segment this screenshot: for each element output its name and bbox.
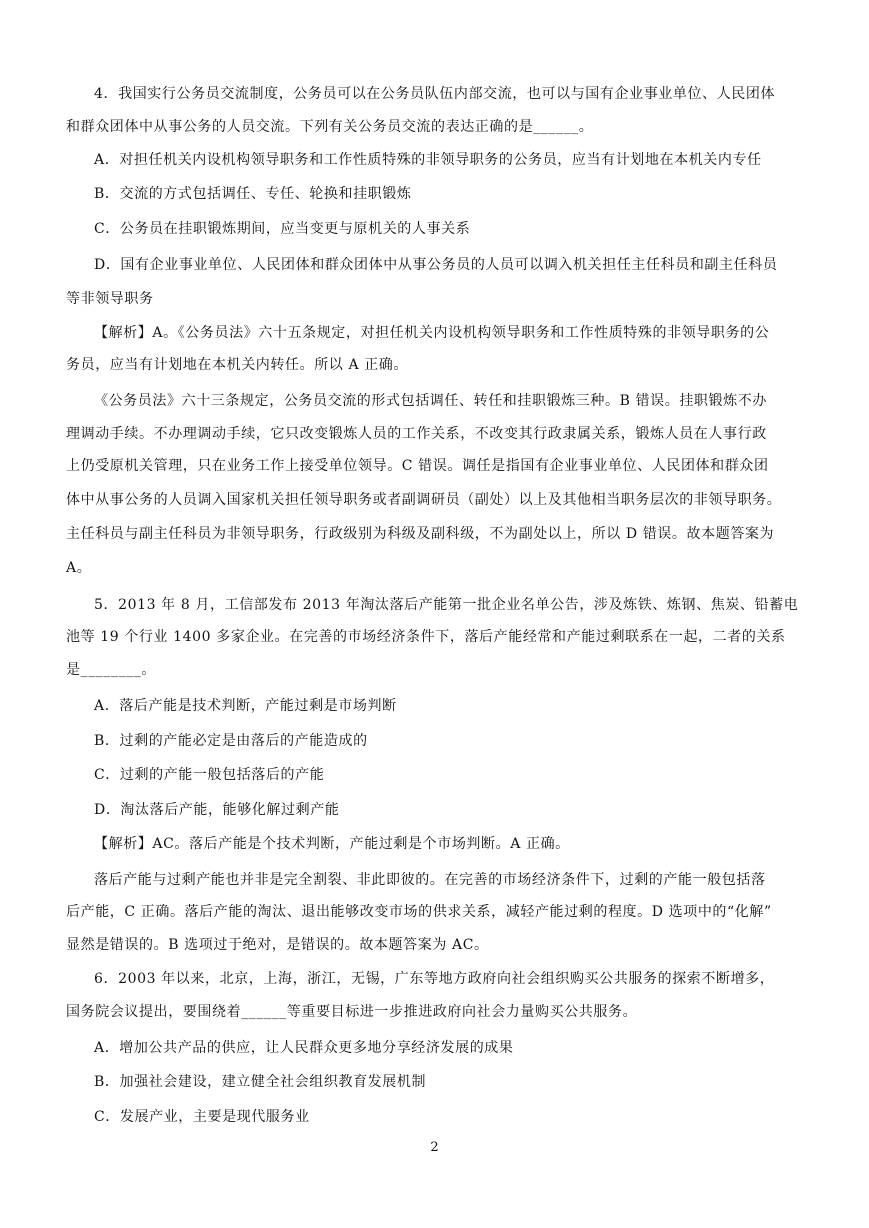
page-number: 2: [430, 1140, 439, 1155]
q4-option-a: A．对担任机关内设机构领导职务和工作性质特殊的非领导职务的公务员，应当有计划地在本机关内专任: [94, 152, 762, 168]
q5-option-c: C．过剩的产能一般包括落后的产能: [94, 767, 325, 783]
q5-analysis-line3: 后产能，C 正确。落后产能的淘汰、退出能够改变市场的供求关系，减轻产能过剩的程度。D 选项中的“化解”: [66, 904, 772, 920]
q4-stem-line1: 4．我国实行公务员交流制度，公务员可以在公务员队伍内部交流，也可以与国有企业事业单位、人民团体: [94, 86, 776, 102]
q4-analysis-line1: 【解析】A。《公务员法》六十五条规定，对担任机关内设机构领导职务和工作性质特殊的非领导职务的公: [94, 325, 770, 341]
q5-analysis-line1: 【解析】AC。落后产能是个技术判断，产能过剩是个市场判断。A 正确。: [94, 836, 570, 852]
q6-option-c: C．发展产业，主要是现代服务业: [94, 1109, 310, 1125]
q4-analysis-line8: A。: [66, 560, 92, 576]
q5-option-a: A．落后产能是技术判断，产能过剩是市场判断: [94, 698, 397, 714]
q5-stem-line1: 5．2013 年 8 月，工信部发布 2013 年淘汰落后产能第一批企业名单公告，涉及炼铁、炼钢、焦炭、铅蓄电: [94, 597, 799, 613]
q4-option-d-line1: D．国有企业事业单位、人民团体和群众团体中从事公务员的人员可以调入机关担任主任科员和副主任科员: [94, 257, 778, 273]
q4-option-d-line2: 等非领导职务: [66, 291, 154, 307]
q5-stem-line2: 池等 19 个行业 1400 多家企业。在完善的市场经济条件下，落后产能经常和产能过剩联系在一起，二者的关系: [66, 629, 786, 645]
q4-option-b: B．交流的方式包括调任、专任、轮换和挂职锻炼: [94, 186, 412, 202]
q6-stem-line1: 6．2003 年以来，北京，上海，浙江，无锡，广东等地方政府向社会组织购买公共服务的探索不断增多，: [94, 971, 775, 987]
q6-stem-line2: 国务院会议提出，要围绕着______等重要目标进一步推进政府向社会力量购买公共服务。: [66, 1004, 638, 1020]
q4-analysis-line3: 《公务员法》六十三条规定，公务员交流的形式包括调任、转任和挂职锻炼三种。B 错误。挂职锻炼不办: [94, 393, 767, 409]
q4-stem-line2: 和群众团体中从事公务的人员交流。下列有关公务员交流的表达正确的是______。: [66, 119, 594, 135]
q5-option-b: B．过剩的产能必定是由落后的产能造成的: [94, 733, 368, 749]
q4-analysis-line5: 上仍受原机关管理，只在业务工作上接受单位领导。C 错误。调任是指国有企业事业单位、人民团体和群众团: [66, 458, 769, 474]
q4-analysis-line6: 体中从事公务的人员调入国家机关担任领导职务或者副调研员（副处）以上及其他相当职务层次的非领导职务。: [66, 492, 782, 508]
q5-option-d: D．淘汰落后产能，能够化解过剩产能: [94, 802, 340, 818]
q4-option-c: C．公务员在挂职锻炼期间，应当变更与原机关的人事关系: [94, 221, 471, 237]
q5-stem-line3: 是________。: [66, 662, 156, 678]
q5-analysis-line2: 落后产能与过剩产能也并非是完全割裂、非此即彼的。在完善的市场经济条件下，过剩的产能一般包括落: [94, 872, 766, 888]
q4-analysis-line7: 主任科员与副主任科员为非领导职务，行政级别为科级及副科级，不为副处以上，所以 D 错误。故本题答案为: [66, 526, 775, 542]
q4-analysis-line4: 理调动手续。不办理调动手续，它只改变锻炼人员的工作关系，不改变其行政隶属关系，锻炼人员在人事行政: [66, 426, 767, 442]
q6-option-b: B．加强社会建设，建立健全社会组织教育发展机制: [94, 1074, 427, 1090]
q4-analysis-line2: 务员，应当有计划地在本机关内转任。所以 A 正确。: [66, 357, 409, 373]
q5-analysis-line4: 显然是错误的。B 选项过于绝对，是错误的。故本题答案为 AC。: [66, 937, 489, 953]
q6-option-a: A．增加公共产品的供应，让人民群众更多地分享经济发展的成果: [94, 1040, 514, 1056]
